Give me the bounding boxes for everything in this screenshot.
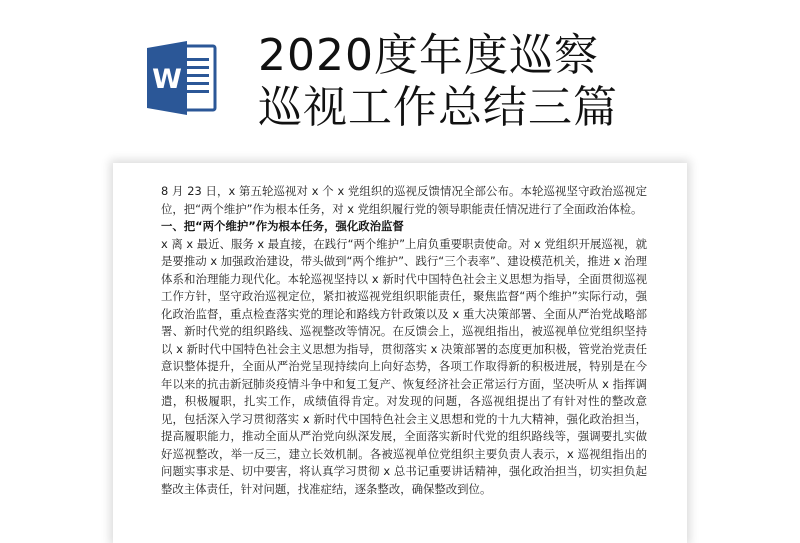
paragraph-body: x 离 x 最近、服务 x 最直接，在践行“两个维护”上肩负重要职责使命。对 x 党组织开展巡视，就是要推动 x 加强政治建设，带头做到“两个维护”、践行“三个表率”、建设模范机关，推进 x 治理体系和治理能力现代化。本轮巡视坚持以 x 新时代中国特色社会主义思想为指导，全面贯彻巡视工作方针，坚守政治巡视定位，紧扣被巡视党组织职能责任，聚焦监督“两个维护”实际行动，强化政治监督，重点检查落实党的理论和路线方针政策以及 x 重大决策部署、全面从严治党战略部署、新时代党的组织路线、巡视整改等情况。在反馈会上，巡视组指出，被巡视单位党组织坚持以 x 新时代中国特色社会主义思想为指导，贯彻落实 x 决策部署的态度更加积极，管党治党责任意识整体提升，全面从严治党呈现持续向上向好态势，各项工作取得新的积极进展，特别是在今年以来的抗击新冠肺炎疫情斗争中和复工复产、恢复经济社会正常运行方面，坚决听从 x 指挥调遣，积极履职，扎实工作，成绩值得肯定。对发现的问题，各巡视组提出了有针对性的整改意见，包括深入学习贯彻落实 x 新时代中国特色社会主义思想和党的十九大精神，强化政治担当，提高履职能力，推动全面从严治党向纵深发展，全面落实新时代党的组织路线等，强调要扎实做好巡视整改，举一反三，建立长效机制。各被巡视单位党组织主要负责人表示，x 巡视组指出的问题实事求是、切中要害，将认真学习贯彻 x 总书记重要讲话精神，强化政治担当，切实担负起整改主体责任，针对问题，找准症结，逐条整改，确保整改到位。 bbox=[161, 236, 647, 496]
section-heading-1: 一、把“两个维护”作为根本任务，强化政治监督 bbox=[161, 219, 404, 233]
document-body bbox=[161, 183, 647, 498]
document-page-preview bbox=[113, 163, 687, 543]
title-line-1: 2020度年度巡察 bbox=[258, 30, 599, 81]
word-document-icon bbox=[145, 38, 217, 118]
word-icon-letter: W bbox=[152, 64, 182, 95]
page-title bbox=[258, 30, 618, 134]
title-line-2: 巡视工作总结三篇 bbox=[258, 82, 618, 133]
paragraph-intro: 8 月 23 日，x 第五轮巡视对 x 个 x 党组织的巡视反馈情况全部公布。本轮巡视坚守政治巡视定位，把“两个维护”作为根本任务，对 x 党组织履行党的领导职能责任情况进行了全面政治体检。 bbox=[161, 184, 647, 216]
